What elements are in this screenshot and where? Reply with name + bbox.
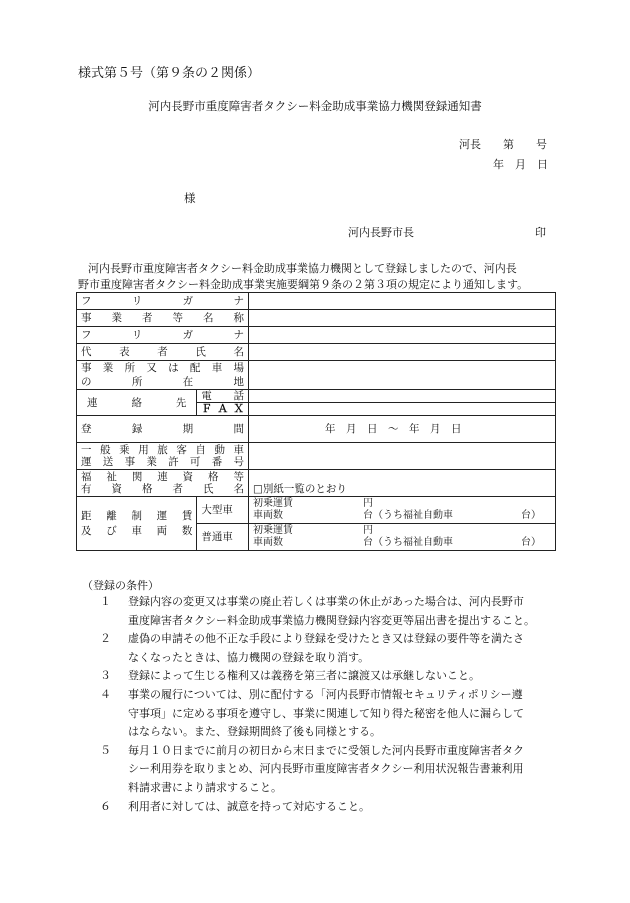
table-row (77, 327, 556, 344)
condition-text: 守事項」に定める事項を遵守し、事業に関連して知り得た秘密を他人に漏らして (128, 706, 524, 720)
initial-fare-label: 初乗運賃 (253, 525, 293, 536)
table-row (77, 310, 556, 327)
document-date: 年 月 日 (493, 158, 548, 171)
condition-text: シー利用券を取りまとめ、河内長野市重度障害者タクシー利用状況報告書兼利用 (128, 762, 524, 776)
form-number: 様式第５号（第９条の２関係） (78, 66, 261, 81)
fax-value (249, 403, 556, 416)
label-char: リ (131, 329, 143, 341)
condition-number: ６ (100, 799, 111, 813)
label-char: 一 (81, 444, 92, 456)
contact-label (77, 390, 197, 416)
label-char: 事 (124, 456, 136, 468)
spread-text (81, 509, 192, 524)
label-char: は (168, 362, 179, 374)
spread-text (81, 361, 244, 375)
count-line (253, 537, 551, 549)
body-text-line-1: 河内長野市重度障害者タクシー料金助成事業協力機関として登録しましたので、河内長 (88, 262, 517, 275)
label-char: 可 (189, 456, 201, 468)
label-char: 氏 (203, 483, 214, 495)
condition-text: 登録内容の変更又は事業の廃止若しくは事業の休止があった場合は、河内長野市 (128, 595, 524, 608)
count-close: 台） (521, 510, 541, 521)
condition-number: ５ (100, 743, 111, 757)
condition-number (100, 705, 128, 724)
condition-number (100, 723, 128, 742)
condition-line (100, 667, 570, 686)
table-row (77, 344, 556, 361)
seal-mark: 印 (535, 226, 546, 239)
condition-line (100, 742, 570, 761)
business-name-value (249, 310, 556, 327)
label-char: 資 (182, 471, 194, 483)
furigana-value (249, 327, 556, 344)
condition-line (100, 779, 570, 798)
label-char: 格 (142, 483, 153, 495)
label-char: Ｆ (201, 403, 212, 415)
label-char: 賃 (181, 509, 193, 522)
label-char: 乗 (119, 444, 130, 456)
condition-number: ３ (100, 669, 111, 683)
label-char: 有 (81, 483, 92, 495)
condition-line (100, 798, 570, 817)
label-char: 所 (124, 362, 136, 374)
label-char: 般 (100, 444, 111, 456)
license-label (77, 443, 249, 470)
count-detail: 台（うち福祉自動車 (363, 510, 453, 521)
condition-line (100, 612, 570, 631)
label-char: Ａ (217, 403, 228, 415)
condition-number: ２ (100, 632, 111, 646)
initial-fare-label: 初乗運賃 (253, 498, 293, 509)
label-char: フ (81, 329, 92, 341)
vehicle-count-label: 車両数 (253, 510, 283, 521)
normal-car-label (197, 524, 249, 551)
spread-text (81, 456, 244, 468)
label-char: 間 (233, 423, 244, 435)
condition-number (100, 612, 128, 631)
label-char: 離 (106, 509, 117, 522)
label-char: の (81, 376, 92, 388)
registration-table (76, 292, 556, 551)
spread-text (81, 328, 244, 342)
label-char: 運 (156, 509, 168, 522)
condition-line (100, 630, 570, 649)
count-line (253, 510, 551, 522)
label-char: 連 (157, 471, 168, 483)
representative-label (77, 344, 249, 361)
count-detail: 台（うち福祉自動車 (363, 537, 453, 548)
fare-line (253, 498, 551, 510)
label-char: 名 (203, 312, 214, 324)
label-char: 先 (175, 396, 187, 409)
spread-text (81, 422, 244, 436)
label-char: 表 (119, 346, 130, 358)
large-car-label (197, 497, 249, 524)
table-row (77, 470, 556, 497)
yen-label: 円 (363, 498, 373, 509)
label-char: 者 (157, 346, 168, 358)
condition-text: 料請求書により請求すること。 (128, 780, 282, 794)
label-char: 業 (102, 362, 114, 374)
table-row (77, 497, 556, 524)
furigana-value (249, 293, 556, 310)
label-char: 場 (233, 362, 244, 374)
table-row (77, 443, 556, 470)
label-char: 氏 (195, 346, 206, 358)
label-char: 客 (176, 444, 187, 456)
label-char: 業 (111, 312, 122, 324)
label-char: 制 (131, 509, 142, 522)
label-char: 事 (81, 312, 92, 324)
label-char: 両 (156, 524, 168, 537)
label-char: 許 (168, 456, 179, 468)
label-char: 送 (102, 456, 114, 468)
condition-text: 事業の履行については、別に配付する「河内長野市情報セキュリティポリシー遵 (128, 687, 523, 701)
label-char: 資 (111, 483, 122, 495)
table-row (77, 361, 556, 390)
furigana-label (77, 327, 249, 344)
issuer-name: 河内長野市長 (348, 226, 414, 239)
label-char: 自 (195, 444, 206, 456)
fax-label (197, 403, 249, 416)
spread-text (81, 375, 244, 389)
label-char: 等 (172, 312, 183, 324)
condition-text: はならない。また、登録期間終了後も同様とする。 (128, 725, 381, 739)
label-char: 電 (201, 390, 212, 402)
label-char: ナ (233, 329, 244, 341)
table-row (77, 416, 556, 443)
period-label (77, 416, 249, 443)
count-close: 台） (521, 537, 541, 548)
condition-text: 毎月１０日までに前月の初日から末日までに受領した河内長野市重度障害者タク (128, 743, 524, 757)
label-char: 車 (233, 444, 244, 456)
label-char: 所 (131, 376, 143, 388)
label-char: 在 (182, 376, 194, 388)
label-char: 号 (233, 456, 244, 468)
representative-value (249, 344, 556, 361)
label-char: 代 (81, 346, 92, 358)
label-char: 名 (233, 346, 244, 358)
normal-car-value (249, 524, 556, 551)
label-char: 動 (214, 444, 225, 456)
label-char: 用 (138, 444, 149, 456)
spread-text (81, 524, 192, 539)
table-row (77, 293, 556, 310)
phone-label (197, 390, 249, 403)
label-char: 話 (233, 390, 244, 402)
condition-line (100, 649, 570, 668)
condition-line (100, 593, 570, 612)
condition-text: 重度障害者タクシー料金助成事業協力機関登録内容変更等届出書を提出すること。 (128, 613, 535, 627)
label-char: 車 (131, 524, 142, 537)
condition-line (100, 705, 570, 724)
label-char: 運 (81, 456, 92, 468)
license-value (249, 443, 556, 470)
spread-text (201, 403, 244, 415)
spread-text (201, 390, 244, 402)
label-char: 絡 (131, 396, 142, 409)
label-char: 名 (233, 483, 244, 495)
table-row (77, 390, 556, 403)
label-char: ガ (182, 329, 194, 341)
condition-number (100, 760, 128, 779)
label-char: 福 (81, 471, 92, 483)
office-label (77, 361, 249, 390)
spread-text (81, 483, 244, 495)
label-char: ガ (182, 295, 194, 307)
yen-label: 円 (363, 525, 373, 536)
condition-number: ４ (100, 687, 111, 701)
condition-line (100, 760, 570, 779)
label-char: Ｘ (233, 403, 244, 415)
label-char: 車 (211, 362, 223, 374)
label-char: 期 (182, 423, 194, 435)
condition-text: 利用者に対しては、誠意を持って対応すること。 (128, 799, 370, 813)
welfare-label (77, 470, 249, 497)
label-char: 距 (81, 509, 92, 522)
label-char: 録 (131, 423, 143, 435)
conditions-list (100, 593, 570, 816)
label-char: 者 (142, 312, 153, 324)
spread-text (81, 345, 244, 359)
label-char: 又 (146, 362, 157, 374)
label-char: 配 (189, 362, 201, 374)
large-car-value (249, 497, 556, 524)
label-char: 地 (233, 376, 244, 388)
label-char: リ (131, 295, 143, 307)
condition-line (100, 686, 570, 705)
label-char: 番 (211, 456, 223, 468)
period-value (249, 416, 556, 443)
vehicle-count-label: 車両数 (253, 537, 283, 548)
fare-line (253, 525, 551, 537)
label-char: 及 (81, 524, 92, 537)
label-char: 格 (208, 471, 219, 483)
phone-value (249, 390, 556, 403)
spread-text (81, 294, 244, 308)
spread-text (81, 396, 192, 410)
label-char: 者 (172, 483, 183, 495)
label-char: 数 (181, 524, 193, 537)
period-text: 年 月 日 ～ 年 月 日 (325, 423, 462, 435)
label-char: 祉 (106, 471, 117, 483)
condition-number (100, 649, 128, 668)
welfare-value (249, 470, 556, 497)
label-char: 関 (131, 471, 143, 483)
label-char: ナ (233, 295, 244, 307)
label-char: 連 (87, 396, 98, 409)
label-char: フ (81, 295, 92, 307)
condition-text: なくなったときは、協力機関の登録を取り消す。 (128, 650, 370, 664)
label-char: 登 (81, 423, 92, 435)
document-number: 河長 第 号 (459, 138, 547, 151)
condition-number (100, 779, 128, 798)
business-name-label (77, 310, 249, 327)
label-char: 等 (233, 471, 244, 483)
condition-number: １ (100, 595, 111, 608)
condition-line (100, 723, 570, 742)
label-char: 業 (146, 456, 157, 468)
fare-label (77, 497, 197, 551)
condition-text: 登録によって生じる権利又は義務を第三者に譲渡又は承継しないこと。 (128, 669, 480, 683)
spread-text (81, 444, 244, 456)
addressee-suffix: 様 (184, 191, 196, 205)
spread-text (81, 471, 244, 483)
label-char: 事 (81, 362, 92, 374)
document-title: 河内長野市重度障害者タクシー料金助成事業協力機関登録通知書 (148, 99, 482, 113)
label-char: び (106, 524, 117, 537)
label-char: 旅 (157, 444, 168, 456)
conditions-heading: （登録の条件） (82, 579, 159, 592)
normal-car-text: 普通車 (201, 531, 233, 543)
furigana-label (77, 293, 249, 310)
spread-text (81, 311, 244, 325)
label-char: 称 (233, 312, 244, 324)
large-car-text: 大型車 (201, 504, 233, 516)
welfare-checkbox-text: □別紙一覧のとおり (253, 483, 347, 495)
office-value (249, 361, 556, 390)
body-text-line-2: 野市重度障害者タクシー料金助成事業実施要綱第９条の２第３項の規定により通知します。 (78, 278, 529, 291)
condition-text: 虚偽の申請その他不正な手段により登録を受けたとき又は登録の要件等を満たさ (128, 632, 524, 646)
